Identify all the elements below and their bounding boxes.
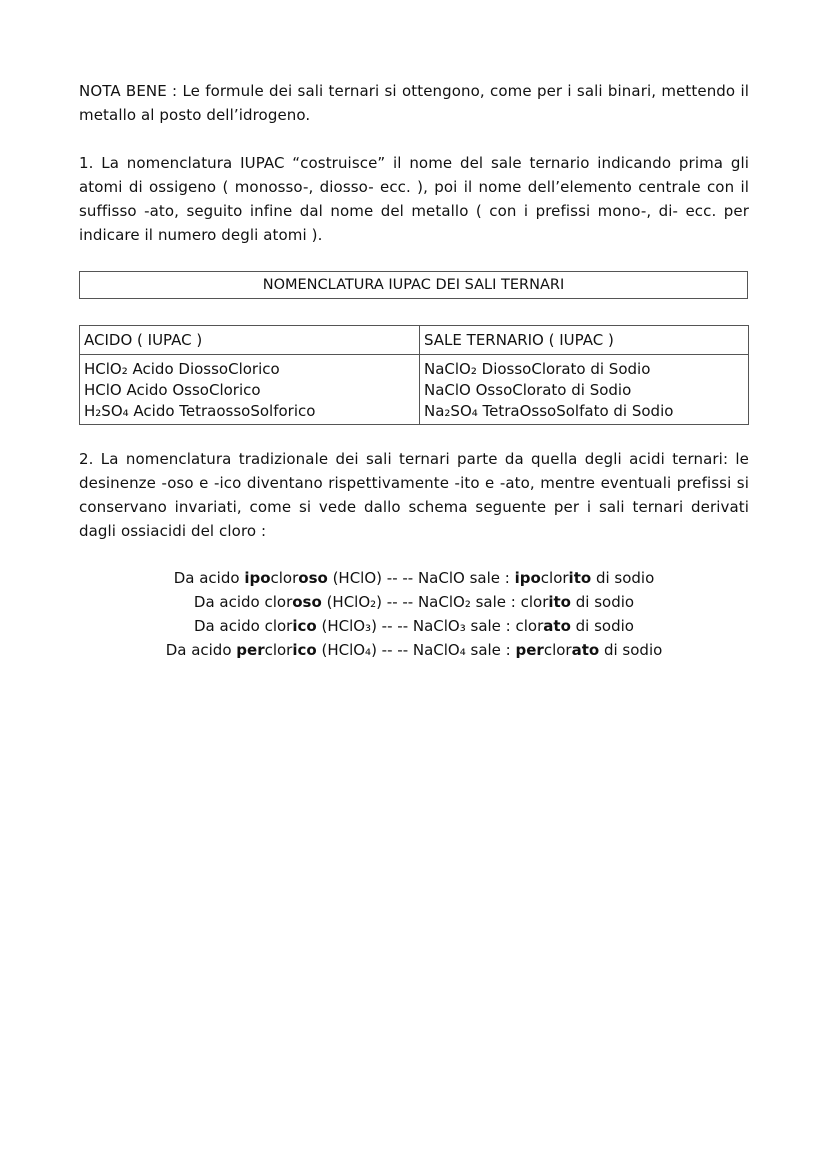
salt-item: NaClO₂ DiossoClorato di Sodio <box>424 360 651 378</box>
header-salt: SALE TERNARIO ( IUPAC ) <box>420 326 749 355</box>
salts-table <box>79 325 749 425</box>
schema-line-cloroso: Da acido cloroso (HClO₂) -- -- NaClO₂ sale : clorito di sodio <box>193 593 635 611</box>
chlorine-schema <box>79 566 749 662</box>
salt-item: Na₂SO₄ TetraOssoSolfato di Sodio <box>424 402 674 420</box>
acid-item: HClO Acido OssoClorico <box>84 381 261 399</box>
acid-item: HClO₂ Acido DiossoClorico <box>84 360 280 378</box>
salt-item: NaClO OssoClorato di Sodio <box>424 381 632 399</box>
acid-cell <box>80 355 420 425</box>
acid-item: H₂SO₄ Acido TetraossoSolforico <box>84 402 316 420</box>
table-title: NOMENCLATURA IUPAC DEI SALI TERNARI <box>79 271 748 299</box>
schema-line-perclorico: Da acido perclorico (HClO₄) -- -- NaClO₄ sale : perclorato di sodio <box>165 641 663 659</box>
nota-bene-paragraph: NOTA BENE : Le formule dei sali ternari si ottengono, come per i sali binari, mettendo il metallo al posto dell’idrogeno. <box>79 82 749 124</box>
table-header-row <box>80 326 749 355</box>
point-one-paragraph: 1. La nomenclatura IUPAC “costruisce” il nome del sale ternario indicando prima gli atomi di ossigeno ( monosso-, diosso- ecc. ), poi il nome dell’elemento centrale con il suffisso -ato, seguito infine dal nome del metallo ( con i prefissi mono-, di- ecc. per indicare il numero degli atomi ). <box>79 154 749 244</box>
schema-line-ipocloroso: Da acido ipocloroso (HClO) -- -- NaClO sale : ipoclorito di sodio <box>173 569 655 587</box>
table-row <box>80 355 749 425</box>
point-two-paragraph: 2. La nomenclatura tradizionale dei sali ternari parte da quella degli acidi ternari: le desinenze -oso e -ico diventano rispettivamente -ito e -ato, mentre eventuali prefissi si conservano invariati, come si vede dallo schema seguente per i sali ternari derivati dagli ossiacidi del cloro : <box>79 450 749 540</box>
salt-cell <box>420 355 749 425</box>
header-acid: ACIDO ( IUPAC ) <box>80 326 420 355</box>
schema-line-clorico: Da acido clorico (HClO₃) -- -- NaClO₃ sale : clorato di sodio <box>194 617 634 635</box>
